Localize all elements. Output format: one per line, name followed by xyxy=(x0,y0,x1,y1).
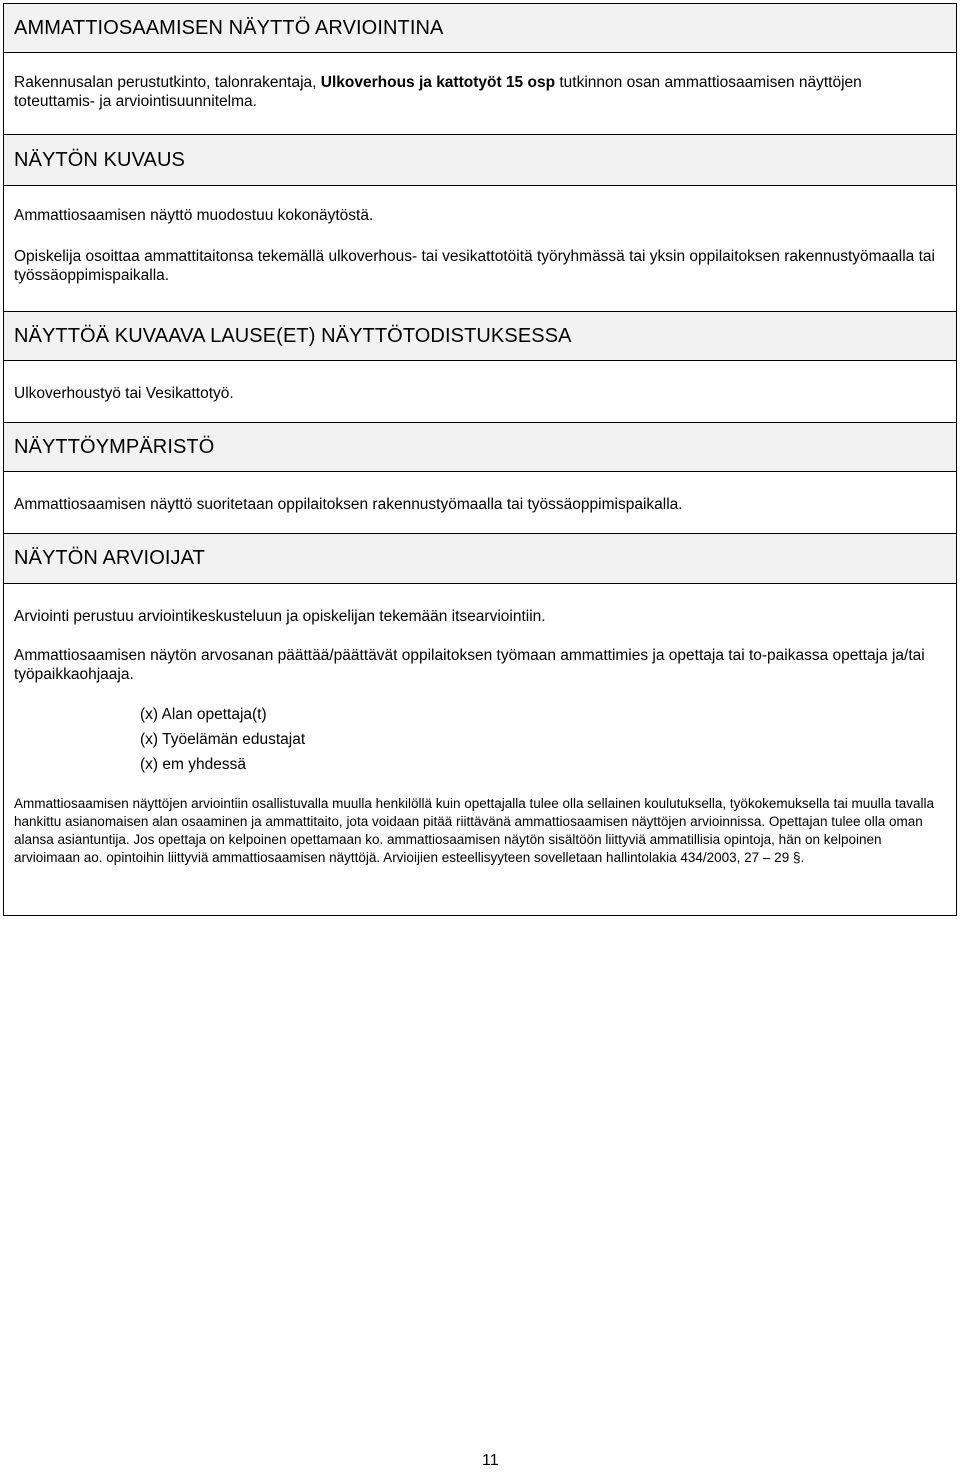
ymparisto-heading: NÄYTTÖYMPÄRISTÖ xyxy=(4,423,956,472)
arvioijat-paragraph-1: Arviointi perustuu arviointikeskusteluun ja opiskelijan tekemään itsearviointiin. xyxy=(14,608,546,625)
intro-text-1: Rakennusalan perustutkinto, talonrakentaja, xyxy=(14,74,321,91)
kuvaus-heading: NÄYTÖN KUVAUS xyxy=(4,135,956,186)
arvioija-options-list xyxy=(14,702,946,777)
arvioijat-paragraph-3: Ammattiosaamisen näyttöjen arviointiin osallistuvalla muulla henkilöllä kuin opettajalla tulee olla sellainen koulutuksella, työkokemuksella tai muulla tavalla hankittu asianomaisen alan osaaminen ja ammattitaito, jota voidaan pitää riittävänä ammattiosaamisen näyttöjen arvioinnissa. Opettajan tulee olla oman alansa asiantuntija. Jos opettaja on kelpoinen opettamaan ko. ammattiosaamisen näytön sisältöön liittyviä ammatillisia opintoja, hän on kelpoinen arvioimaan ao. opintoihin liittyviä ammattiosaamisen näyttöjä. Arvioijien esteellisyyteen sovelletaan hallintolakia 434/2003, 27 – 29 §. xyxy=(14,796,934,865)
ymparisto-section xyxy=(4,472,956,534)
arvioijat-paragraph-2: Ammattiosaamisen näytön arvosanan päättää/päättävät oppilaitoksen työmaan ammattimies ja opettaja tai to-paikassa opettaja ja/tai työpaikkaohjaaja. xyxy=(14,647,925,683)
page-number: 11 xyxy=(482,1452,499,1469)
lause-heading: NÄYTTÖÄ KUVAAVA LAUSE(ET) NÄYTTÖTODISTUKSESSA xyxy=(4,312,956,361)
kuvaus-paragraph-1: Ammattiosaamisen näyttö muodostuu kokonäytöstä. xyxy=(14,207,374,224)
ymparisto-paragraph: Ammattiosaamisen näyttö suoritetaan oppilaitoksen rakennustyömaalla tai työssäoppimispaikalla. xyxy=(14,496,683,513)
arvioija-option-alan-opettaja: (x) Alan opettaja(t) xyxy=(140,706,267,723)
page-title: AMMATTIOSAAMISEN NÄYTTÖ ARVIOINTINA xyxy=(4,4,956,53)
intro-text-2: tutkinnon osan ammattiosaamisen näyttöjen toteuttamis- ja arviointisuunnitelma. xyxy=(14,74,862,110)
kuvaus-paragraph-2: Opiskelija osoittaa ammattitaitonsa tekemällä ulkoverhous- tai vesikattotöitä työryhmässä tai yksin oppilaitoksen rakennustyömaalla tai työssäoppimispaikalla. xyxy=(14,248,935,284)
lause-paragraph: Ulkoverhoustyö tai Vesikattotyö. xyxy=(14,385,234,402)
intro-bold-text: Ulkoverhous ja kattotyöt 15 osp xyxy=(320,74,556,91)
lause-section xyxy=(4,361,956,423)
arvioija-option-yhdessa: (x) em yhdessä xyxy=(140,756,246,773)
document-table xyxy=(3,3,957,916)
arvioija-option-tyoelaman-edustajat: (x) Työelämän edustajat xyxy=(140,731,306,748)
arvioijat-section xyxy=(4,584,956,915)
intro-paragraph xyxy=(14,73,946,111)
arvioijat-heading: NÄYTÖN ARVIOIJAT xyxy=(4,534,956,584)
intro-section xyxy=(4,53,956,135)
kuvaus-section xyxy=(4,186,956,312)
